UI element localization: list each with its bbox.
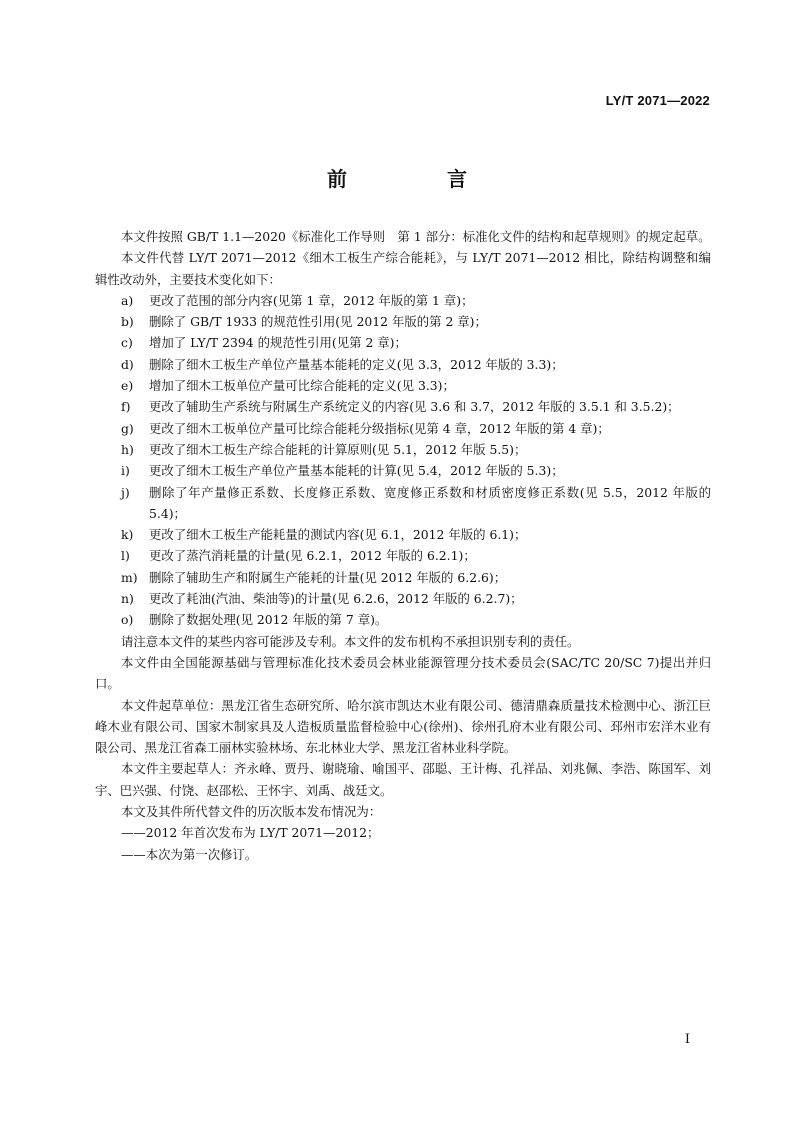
foreword-body xyxy=(95,226,711,865)
list-marker: a) xyxy=(121,292,134,308)
list-item xyxy=(95,418,711,439)
patent-note: 请注意本文件的某些内容可能涉及专利。本文件的发布机构不承担识别专利的责任。 xyxy=(121,633,580,649)
list-marker: e) xyxy=(121,378,134,394)
list-item xyxy=(95,588,711,609)
list-item xyxy=(95,439,711,460)
list-item xyxy=(95,609,711,630)
list-marker: d) xyxy=(121,356,134,372)
list-marker: k) xyxy=(121,527,134,543)
document-code: LY/T 2071—2022 xyxy=(605,93,710,108)
page-number: I xyxy=(684,1032,690,1047)
list-item xyxy=(95,290,711,311)
drafters: 本文件主要起草人：齐永峰、贾丹、谢晓瑜、喻国平、邵聪、王计梅、孔祥品、刘兆佩、李浩、陈国军、刘宇、巴兴强、付饶、赵邵松、王怀宇、刘禹、战廷文。 xyxy=(95,761,711,798)
list-marker: o) xyxy=(121,612,134,628)
list-marker: n) xyxy=(121,591,134,607)
list-item xyxy=(95,396,711,417)
list-text: 增加了细木工板单位产量可比综合能耗的定义(见 3.3)； xyxy=(149,378,455,394)
history-item: ——2012 年首次发布为 LY/T 2071—2012； xyxy=(121,825,380,841)
list-text: 更改了蒸汽消耗量的计量(见 6.2.1，2012 年版的 6.2.1)； xyxy=(149,548,476,564)
list-text: 更改了范围的部分内容(见第 1 章，2012 年版的第 1 章)； xyxy=(149,292,474,308)
intro-paragraph-1: 本文件按照 GB/T 1.1—2020《标准化工作导则 第 1 部分：标准化文件的结构和起草规则》的规定起草。 xyxy=(121,229,711,244)
list-item xyxy=(95,567,711,588)
list-text: 删除了 GB/T 1933 的规范性引用(见 2012 年版的第 2 章)； xyxy=(149,314,487,330)
list-item xyxy=(95,311,711,332)
list-item xyxy=(95,354,711,375)
list-text: 更改了耗油(汽油、柴油等)的计量(见 6.2.6，2012 年版的 6.2.7)； xyxy=(149,591,523,607)
proposer-note: 本文件由全国能源基础与管理标准化技术委员会林业能源管理分技术委员会(SAC/TC 20/SC 7)提出并归口。 xyxy=(95,654,711,692)
list-marker: g) xyxy=(121,420,134,436)
list-item xyxy=(95,482,711,525)
list-text: 更改了细木工板生产单位产量基本能耗的计算(见 5.4，2012 年版的 5.3)； xyxy=(149,463,564,479)
list-item xyxy=(95,524,711,545)
list-text: 删除了年产量修正系数、长度修正系数、宽度修正系数和材质密度修正系数(见 5.5，2012 年版的 5.4)； xyxy=(149,484,711,521)
list-text: 更改了细木工板生产综合能耗的计算原则(见 5.1，2012 年版 5.5)； xyxy=(149,441,527,457)
history-item: ——本次为第一次修订。 xyxy=(121,846,258,862)
drafting-units: 本文件起草单位：黑龙江省生态研究所、哈尔滨市凯达木业有限公司、德清鼎森质量技术检测中心、浙江巨峰木业有限公司、国家木制家具及人造板质量监督检验中心(徐州)、徐州孔府木业有限公司、邳州市宏洋木业有限公司、黑龙江省森工丽林实验林场、东北林业大学、黑龙江省林业科学院。 xyxy=(95,697,711,756)
list-item xyxy=(95,545,711,566)
intro-paragraph-2: 本文件代替 LY/T 2071—2012《细木工板生产综合能耗》，与 LY/T 2071—2012 相比，除结构调整和编辑性改动外，主要技术变化如下： xyxy=(95,250,711,287)
list-marker: l) xyxy=(121,548,130,564)
list-text: 删除了数据处理(见 2012 年版的第 7 章)。 xyxy=(149,612,388,628)
list-marker: j) xyxy=(121,484,130,500)
list-item xyxy=(95,460,711,481)
list-marker: f) xyxy=(121,399,131,415)
list-text: 更改了细木工板生产能耗量的测试内容(见 6.1，2012 年版的 6.1)； xyxy=(149,527,527,543)
list-text: 增加了 LY/T 2394 的规范性引用(见第 2 章)； xyxy=(149,335,407,351)
list-text: 删除了细木工板生产单位产量基本能耗的定义(见 3.3，2012 年版的 3.3)； xyxy=(149,356,564,372)
history-intro: 本文及其件所代替文件的历次版本发布情况为： xyxy=(121,804,382,820)
list-text: 删除了辅助生产和附属生产能耗的计量(见 2012 年版的 6.2.6)； xyxy=(149,569,507,585)
list-marker: c) xyxy=(121,335,133,351)
list-item xyxy=(95,375,711,396)
list-text: 更改了辅助生产系统与附属生产系统定义的内容(见 3.6 和 3.7，2012 年版的 3.5.1 和 3.5.2)； xyxy=(149,399,680,415)
list-marker: i) xyxy=(121,463,130,479)
page-title: 前 言 xyxy=(327,167,507,191)
list-marker: m) xyxy=(121,569,138,585)
list-marker: b) xyxy=(121,314,134,330)
list-marker: h) xyxy=(121,441,134,457)
list-text: 更改了细木工板单位产量可比综合能耗分级指标(见第 4 章，2012 年版的第 4 章)； xyxy=(149,420,610,436)
list-item xyxy=(95,332,711,353)
